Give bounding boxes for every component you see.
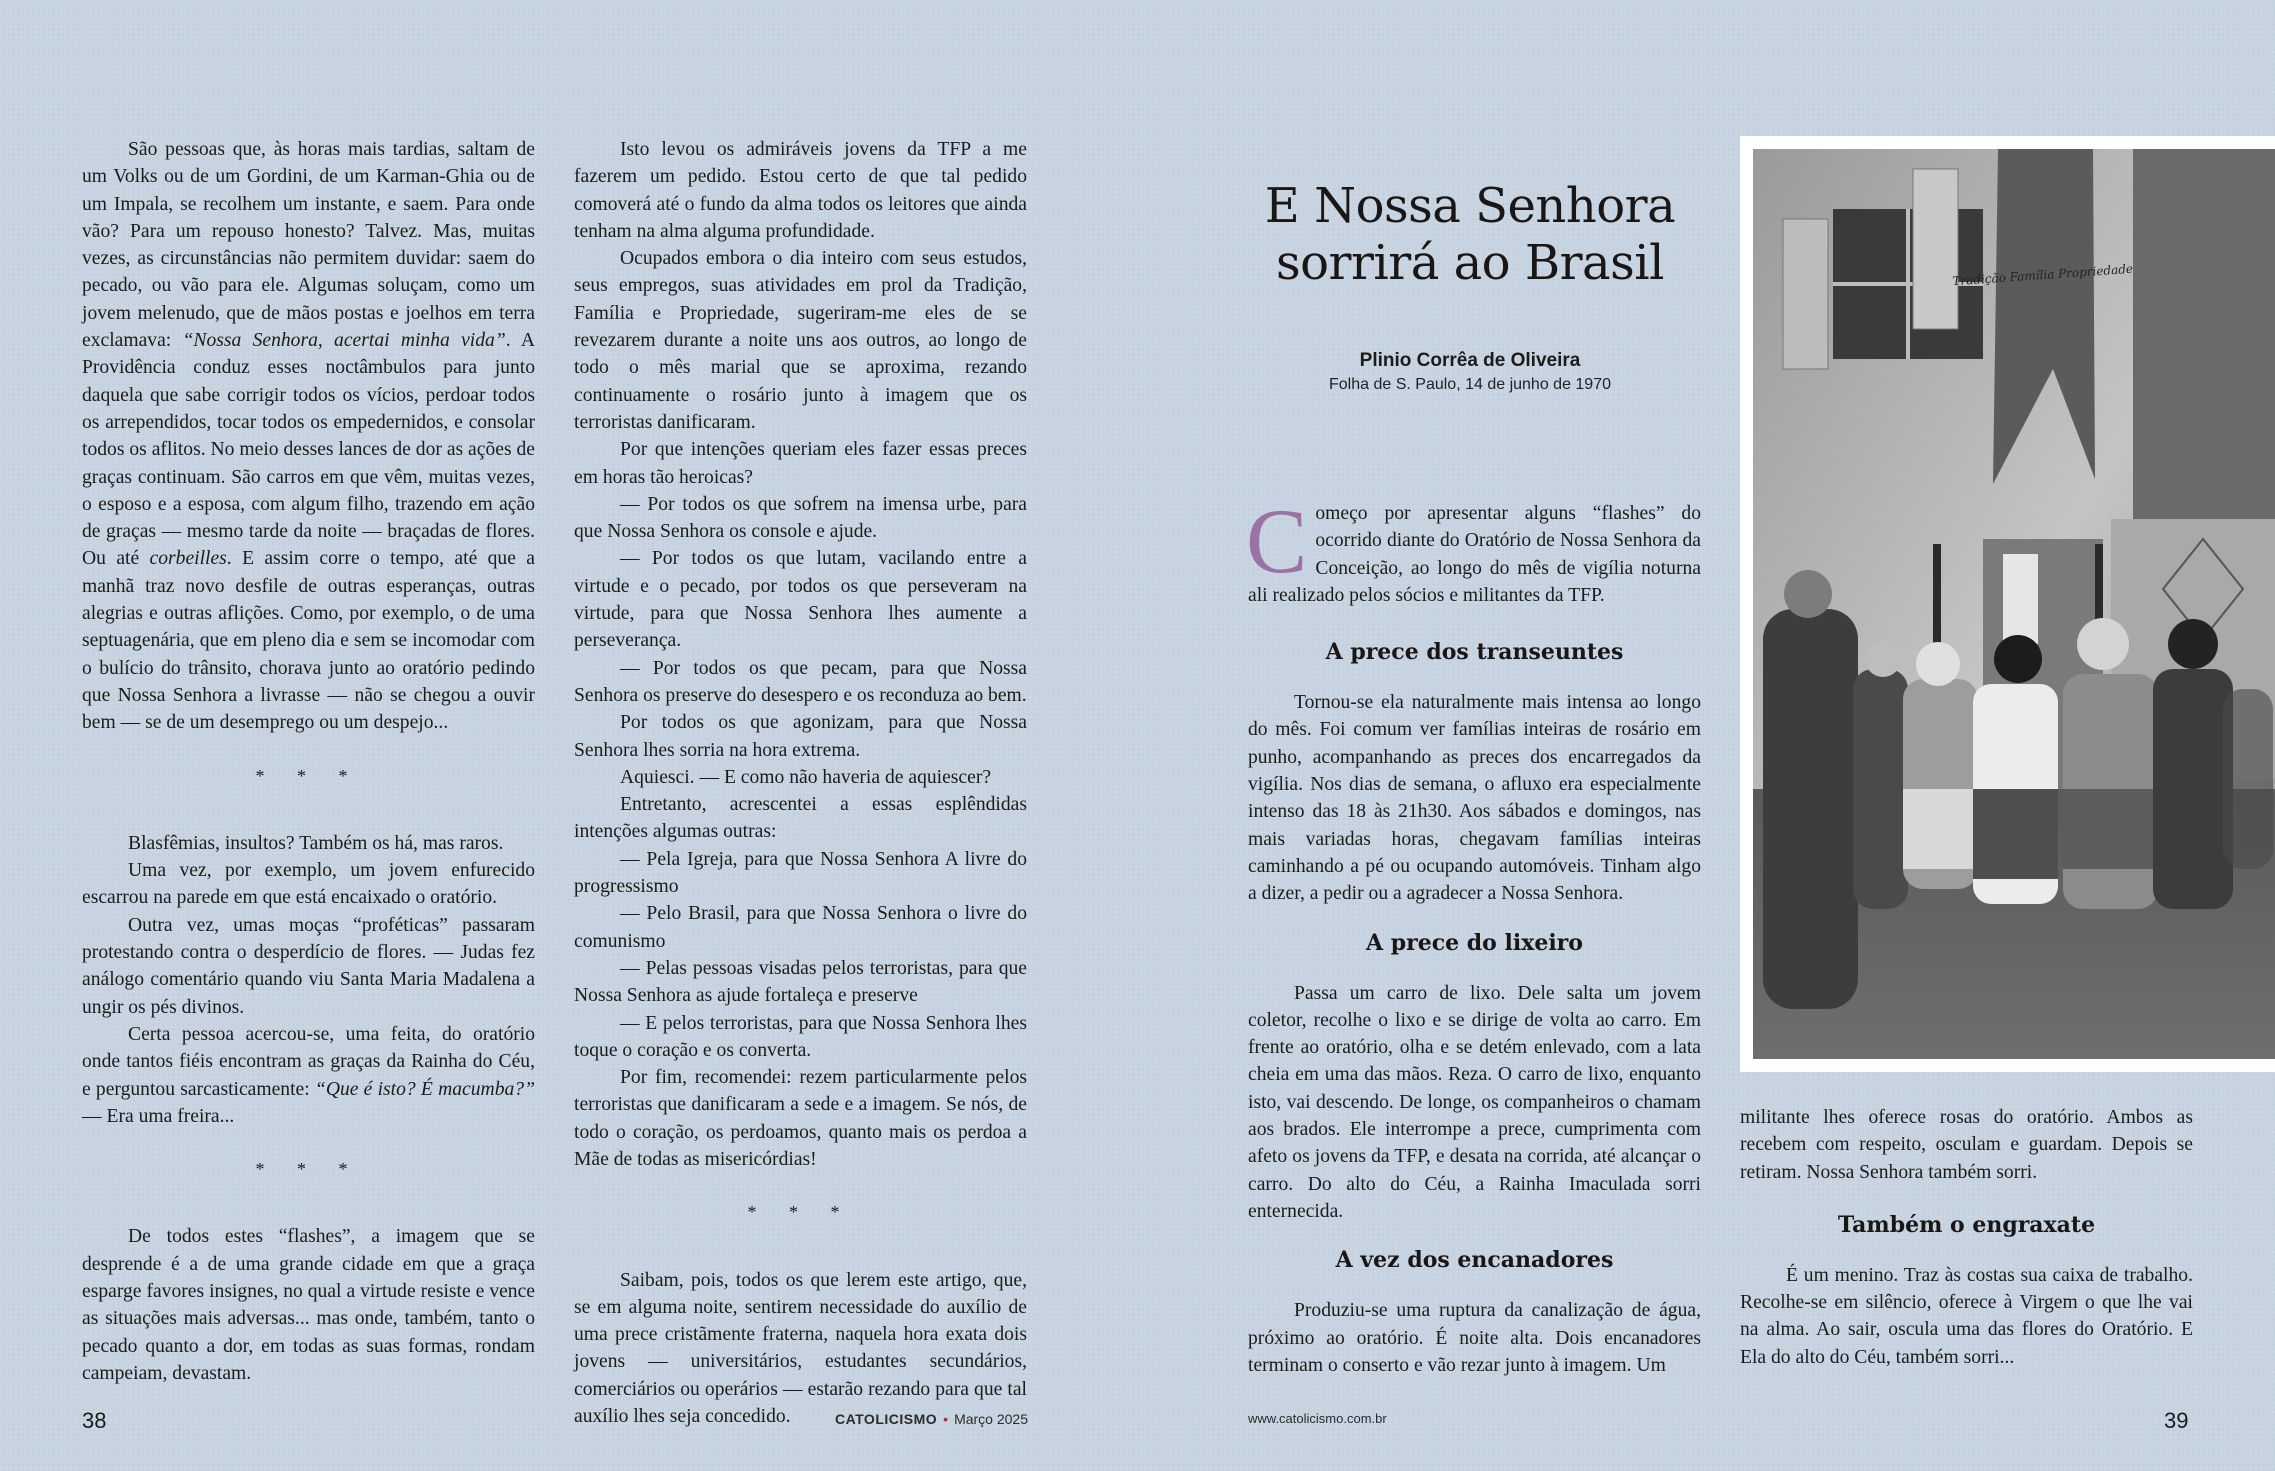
byline [1240,350,1700,394]
paragraph: — Por todos os que sofrem na imensa urbe, para que Nossa Senhora os console e ajude. [574,493,1027,543]
paragraph: Ocupados embora o dia inteiro com seus estudos, seus empregos, suas atividades em prol da Tradição, Família e Propriedade, sugeriram-me eles de se revezarem durante a noite uns aos outros, ao longo de todo o mês marial que se aproxima, rezando continuamente o rosário junto à imagem que os terroristas danificaram. [574,248,1027,433]
text: . A Providência conduz esses noctâmbulos para junto daquela que sabe corrigir todos os vícios, perdoar todos os arrependidos, tocar todos os empedernidos, e consolar todos os aflitos. No meio desses lances de dor as ações de graças continuam. São carros em que vêm, muitas vezes, o esposo e a esposa, com algum filho, trazendo em ação de graças — mesmo tarde da noite — braçadas de flores. Ou até [82,330,535,570]
left-page-column-2 [574,136,1027,1430]
issue-date: Março 2025 [954,1411,1028,1427]
banner-text: Tradição Família Propriedade [1952,261,2134,289]
paragraph [82,1021,535,1130]
shutter-left [1783,219,1828,369]
bullet-separator: • [943,1411,949,1427]
paragraph: — Pela Igreja, para que Nossa Senhora A livre do progressismo [574,848,1027,898]
paragraph: Aquiesci. — E como não haveria de aquiescer? [620,766,992,788]
paragraph: Por que intenções queriam eles fazer essas preces em horas tão heroicas? [574,439,1027,488]
section-separator: * * * [255,765,362,786]
paragraph [82,136,535,737]
paragraph: — Por todos os que lutam, vacilando entre a virtude e o pecado, por todos os que perseveram na virtude, para que Nossa Senhora lhes aumente a perseverança. [574,548,1027,652]
paragraph-continuation: militante lhes oferece rosas do oratório. Ambos as recebem com respeito, osculam e guardam. Depois se retiram. Nossa Senhora também sorri. [1740,1107,2193,1183]
magazine-name: CATOLICISMO [834,1411,938,1427]
italic-word: corbeilles [149,548,227,570]
paragraph: Tornou-se ela naturalmente mais intensa ao longo do mês. Foi comum ver famílias inteiras de rosário em punho, acompanhando as preces dos encarregados da vigília. Nos dias de semana, o afluxo era especialmente intenso das 18 às 21h30. Aos sábados e domingos, nas mais variadas horas, chegavam famílias inteiras caminhando a pé ou ocupando automóveis. Tinham algo a dizer, a pedir ou a agradecer a Nossa Senhora. [1248,692,1701,905]
quote: “Que é isto? É macumba?” [314,1078,535,1100]
paragraph: Entretanto, acrescentei a essas esplêndidas intenções algumas outras: [574,794,1027,843]
page-number-left: 38 [82,1408,107,1433]
section-heading: A vez dos encanadores [1335,1247,1614,1274]
paragraph: Saibam, pois, todos os que lerem este artigo, que, se em alguma noite, sentirem necessidade do auxílio de uma prece cristãmente fraterna, naquela hora exata dois jovens — universitários, estudantes secundários, comerciários ou operários — estarão rezando para que tal auxílio lhes seja concedido. [574,1269,1027,1428]
paragraph: Por fim, recomendei: rezem particularmente pelos terroristas que danificaram a sede e a imagem. Se nós, de todo o coração, os perdoamos, quanto mais os perdoa a Mãe de todas as misericórdias! [574,1067,1027,1170]
photo-illustration [1753,149,2275,1059]
website-url[interactable]: www.catolicismo.com.br [1248,1411,1387,1426]
paragraph: É um menino. Traz às costas sua caixa de trabalho. Recolhe-se em silêncio, oferece à Virgem o que lhe vai na alma. Ao sair, oscula uma das flores do Oratório. E Ela do alto do Céu, também sorri... [1740,1264,2193,1368]
section-separator: * * * [255,1159,362,1180]
torch-icon [1933,544,1941,654]
paragraph: — Pelo Brasil, para que Nossa Senhora o livre do comunismo [574,903,1027,952]
photo-oratorio-night-prayer [1753,149,2275,1059]
text: Certa pessoa acercou-se, uma feita, do oratório onde tantos fiéis encontram as graças da Rainha do Céu, e perguntou sarcasticamente: [82,1023,535,1100]
paragraph: — E pelos terroristas, para que Nossa Senhora lhes toque o coração e os converta. [574,1012,1027,1061]
paragraph: — Por todos os que pecam, para que Nossa Senhora os preserve do desespero e os reconduza ao bem. [574,657,1027,706]
shutter-right [1913,169,1958,329]
paragraph: Isto levou os admiráveis jovens da TFP a me fazerem um pedido. Estou certo de que tal pedido comoverá até o fundo da alma todos os leitores que ainda tenham na alma alguma profundidade. [574,139,1027,242]
paragraph: Passa um carro de lixo. Dele salta um jovem coletor, recolhe o lixo e se dirige de volta ao carro. Em frente ao oratório, olha e se detém enlevado, com a lata cheia em uma das mãos. Reza. O carro de lixo, enquanto isto, vai descendo. De longe, os companheiros o chamam aos brados. Ele interrompe a prece, cumprimenta com afeto os jovens da TFP, e desata na corrida, até alcançar o carro. Do alto do Céu, a Rainha Imaculada sorri enternecida. [1248,982,1701,1222]
intro-paragraph [1246,490,1701,609]
drop-cap: C [1246,490,1308,592]
photo-frame [1740,136,2275,1072]
right-page-column-1 [1246,490,1701,1379]
section-separator: * * * [747,1202,854,1223]
section-heading: A prece do lixeiro [1366,929,1583,956]
paragraph: Outra vez, umas moças “proféticas” passaram protestando contra o desperdício de flores. — Judas fez análogo comentário quando viu Santa Maria Madalena a ungir os pés divinos. [82,914,535,1018]
paragraph: Blasfêmias, insultos? Também os há, mas raros. [128,832,504,854]
section-heading: A prece dos transeuntes [1325,639,1624,666]
text: omeço por apresentar alguns “flashes” do ocorrido diante do Oratório de Nossa Senhora da Conceição, ao longo do mês de vigília noturna ali realizado pelos sócios e militantes da TFP. [1248,503,1701,606]
author-name: Plinio Corrêa de Oliveira [1359,350,1581,371]
paragraph: De todos estes “flashes”, a imagem que se desprende é a de uma grande cidade em que a graça esparge favores insignes, no qual a virtude resiste e vence as situações mais adversas... mas onde, também, tanto o pecado quanto a dor, em todas as suas formas, rondam campeiam, devastam. [82,1226,535,1384]
text: São pessoas que, às horas mais tardias, saltam de um Volks ou de um Gordini, de um Karman-Ghia ou de um Impala, se recolhem um instante, e saem. Para onde vão? Para um repouso honesto? Talvez. Mas, muitas vezes, as circunstâncias não permitem duvidar: saem do pecado, ou vão para ele. Algumas soluçam, como um jovem melenudo, que de mãos postas e joelhos em terra exclamava: [82,139,535,352]
page-number-right: 39 [2164,1408,2189,1433]
source-citation: Folha de S. Paulo, 14 de junho de 1970 [1329,376,1611,393]
paragraph: Uma vez, por exemplo, um jovem enfurecido escarrou na parede em que está encaixado o oratório. [82,860,535,909]
paragraph: Por todos os que agonizam, para que Nossa Senhora lhes sorria na hora extrema. [574,712,1027,761]
magazine-footer [835,1411,1028,1427]
text: . E assim corre o tempo, até que a manhã traz novo desfile de outras esperanças, outras alegrias e outras aflições. Como, por exemplo, o de uma septuagenária, que em pleno dia e sem se incomodar com o bulício do trânsito, chorava junto ao oratório pedindo que Nossa Senhora a livrasse — não se chegou a ouvir bem — se de um desemprego ou um despejo... [82,548,535,734]
paragraph: — Pelas pessoas visadas pelos terroristas, para que Nossa Senhora as ajude fortaleça e preserve [574,957,1027,1007]
left-page-column-1 [82,136,535,1387]
quote: “Nossa Senhora, acertai minha vida” [182,330,506,352]
text: — Era uma freira... [82,1105,235,1127]
paragraph: Produziu-se uma ruptura da canalização de água, próximo ao oratório. É noite alta. Dois encanadores terminam o conserto e vão rezar junto à imagem. Um [1248,1300,1701,1376]
right-page-column-2 [1740,1104,2193,1371]
section-heading: Também o engraxate [1837,1211,2096,1238]
article-title: E Nossa Senhora sorrirá ao Brasil [1264,178,1676,291]
